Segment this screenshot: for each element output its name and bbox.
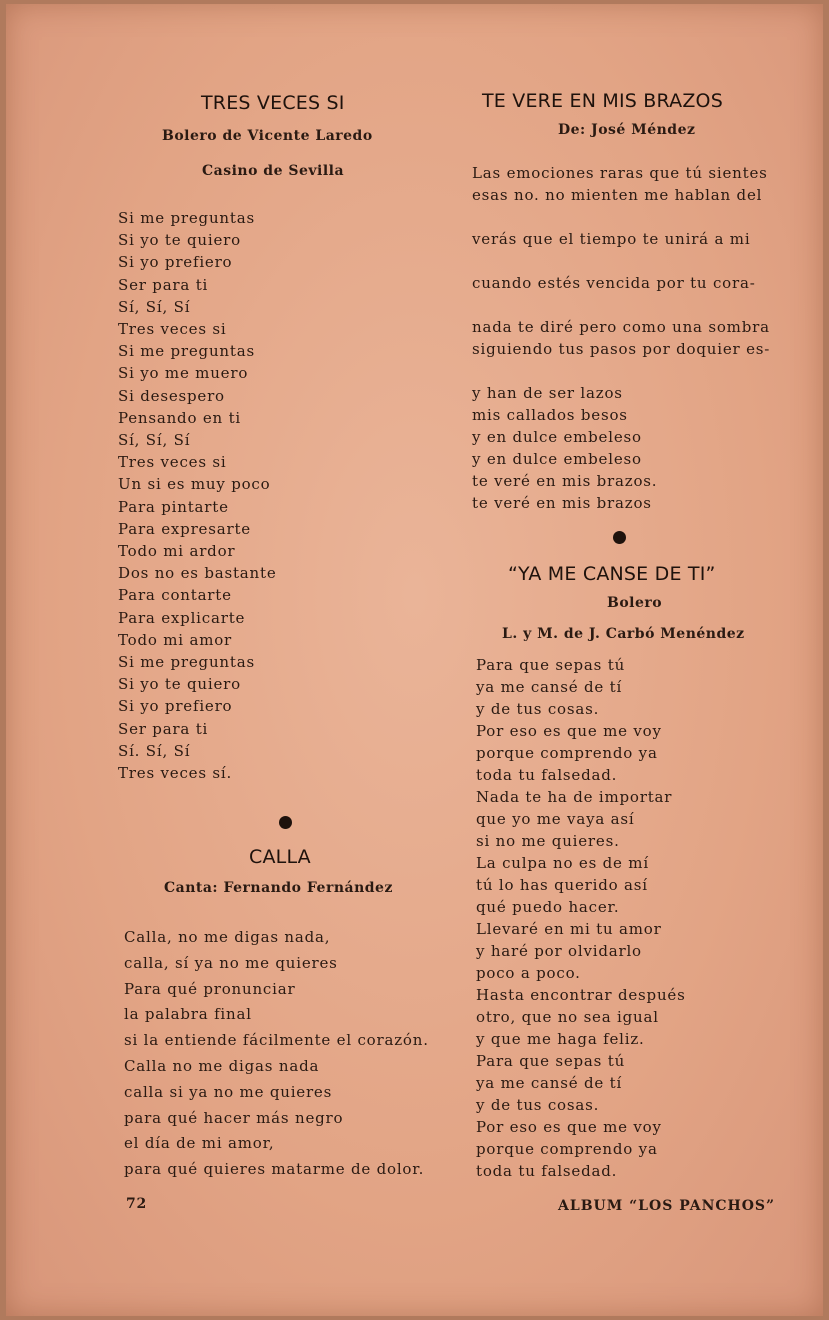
lyric-line: y en dulce embeleso [472, 450, 642, 468]
lyric-line: Si yo te quiero [118, 231, 241, 250]
lyric-line: Tres veces si [118, 320, 227, 338]
lyric-line: Para pintarte [118, 497, 229, 516]
lyric-line: La culpa no es de mí [476, 854, 649, 872]
lyric-line: el día de mi amor, [124, 1134, 275, 1153]
lyric-line: si no me quieres. [476, 832, 620, 850]
lyric-line: y de tus cosas. [476, 1096, 600, 1114]
lyric-line: porque comprendo ya [476, 744, 658, 762]
lyric-line: ya me cansé de tí [476, 678, 623, 696]
lyric-line: toda tu falsedad. [476, 1162, 618, 1180]
lyric-line: calla si ya no me quieres [124, 1082, 333, 1101]
lyric-line: porque comprendo ya [476, 1140, 658, 1158]
lyric-line: nada te diré pero como una sombra [472, 318, 770, 336]
lyric-line: Si desespero [118, 386, 225, 405]
lyric-line: qué puedo hacer. [476, 898, 620, 916]
lyric-line: tú lo has querido así [476, 876, 648, 894]
lyric-line: Si yo prefiero [118, 253, 233, 272]
song-performer: Casino de Sevilla [202, 163, 345, 179]
lyric-line: Tres veces si [118, 453, 227, 472]
lyric-line: y de tus cosas. [476, 700, 600, 718]
song-performer: Canta: Fernando Fernández [164, 880, 393, 896]
lyric-line: Para qué pronunciar [124, 979, 296, 998]
lyric-line: Sí. Sí, Sí [118, 741, 191, 760]
song-title: “YA ME CANSE DE TI” [508, 563, 716, 585]
lyric-line: cuando estés vencida por tu cora- [472, 274, 756, 292]
lyric-line: Para que sepas tú [476, 656, 626, 674]
song-title: CALLA [249, 846, 311, 868]
lyric-line: te veré en mis brazos. [472, 472, 658, 490]
lyric-line: Un si es muy poco [118, 475, 271, 494]
lyric-line: mis callados besos [472, 406, 628, 424]
lyric-line: Para expresarte [118, 519, 251, 538]
lyric-line: Todo mi amor [118, 630, 233, 649]
lyric-line: esas no. no mienten me hablan del [472, 186, 763, 204]
lyric-line: Si yo me muero [118, 364, 249, 383]
lyric-line: ya me cansé de tí [476, 1074, 623, 1092]
lyric-line: Sí, Sí, Sí [118, 431, 191, 449]
song-title: TE VERE EN MIS BRAZOS [482, 90, 723, 112]
lyric-line: la palabra final [124, 1005, 252, 1024]
songbook-page [6, 4, 823, 1316]
lyric-line: Todo mi ardor [118, 542, 236, 560]
lyric-line: Pensando en ti [118, 408, 241, 427]
lyric-line: Si me preguntas [118, 653, 255, 671]
lyric-line: Por eso es que me voy [476, 722, 662, 740]
lyric-line: Las emociones raras que tú sientes [472, 164, 768, 182]
lyric-line: Para que sepas tú [476, 1052, 626, 1070]
lyric-line: para qué quieres matarme de dolor. [124, 1160, 425, 1179]
lyric-line: Para explicarte [118, 608, 246, 627]
lyric-line: si la entiende fácilmente el corazón. [124, 1031, 429, 1050]
lyric-line: para qué hacer más negro [124, 1108, 344, 1127]
separator-bullet [613, 531, 626, 544]
lyric-line: Hasta encontrar después [476, 986, 686, 1004]
lyric-line: y que me haga feliz. [476, 1030, 645, 1048]
lyric-line: siguiendo tus pasos por doquier es- [472, 340, 771, 358]
lyric-line: Si me preguntas [118, 209, 255, 227]
lyric-line: Calla no me digas nada [124, 1057, 320, 1075]
lyric-line: que yo me vaya así [476, 810, 635, 828]
song-credit: Bolero de Vicente Laredo [162, 128, 373, 144]
lyric-line: Si yo te quiero [118, 675, 241, 694]
album-name: ALBUM “LOS PANCHOS” [558, 1198, 776, 1214]
lyric-line: Llevaré en mi tu amor [476, 920, 662, 938]
lyric-line: calla, sí ya no me quieres [124, 953, 338, 972]
page-number: 72 [126, 1196, 148, 1212]
lyric-line: poco a poco. [476, 964, 581, 982]
lyric-line: Ser para ti [118, 275, 209, 294]
lyric-line: y han de ser lazos [472, 384, 623, 402]
song-credit: L. y M. de J. Carbó Menéndez [502, 626, 745, 642]
lyric-line: Para contarte [118, 586, 232, 605]
lyric-line: Por eso es que me voy [476, 1118, 662, 1136]
lyric-line: y haré por olvidarlo [476, 942, 642, 960]
lyric-line: Dos no es bastante [118, 564, 277, 583]
lyric-line: toda tu falsedad. [476, 766, 618, 784]
separator-bullet [279, 816, 292, 829]
song-credit: De: José Méndez [558, 122, 696, 138]
lyric-line: te veré en mis brazos [472, 494, 652, 512]
lyric-line: Calla, no me digas nada, [124, 928, 331, 946]
lyric-line: Sí, Sí, Sí [118, 297, 191, 316]
lyric-line: otro, que no sea igual [476, 1008, 659, 1026]
lyric-line: y en dulce embeleso [472, 428, 642, 446]
lyric-line: verás que el tiempo te unirá a mi [472, 230, 751, 248]
lyric-line: Tres veces sí. [118, 764, 233, 782]
song-title: TRES VECES SI [201, 92, 345, 114]
lyric-line: Si me preguntas [118, 342, 255, 361]
lyric-line: Si yo prefiero [118, 697, 233, 716]
song-genre: Bolero [607, 595, 663, 611]
lyric-line: Ser para ti [118, 719, 209, 738]
lyric-line: Nada te ha de importar [476, 788, 673, 806]
